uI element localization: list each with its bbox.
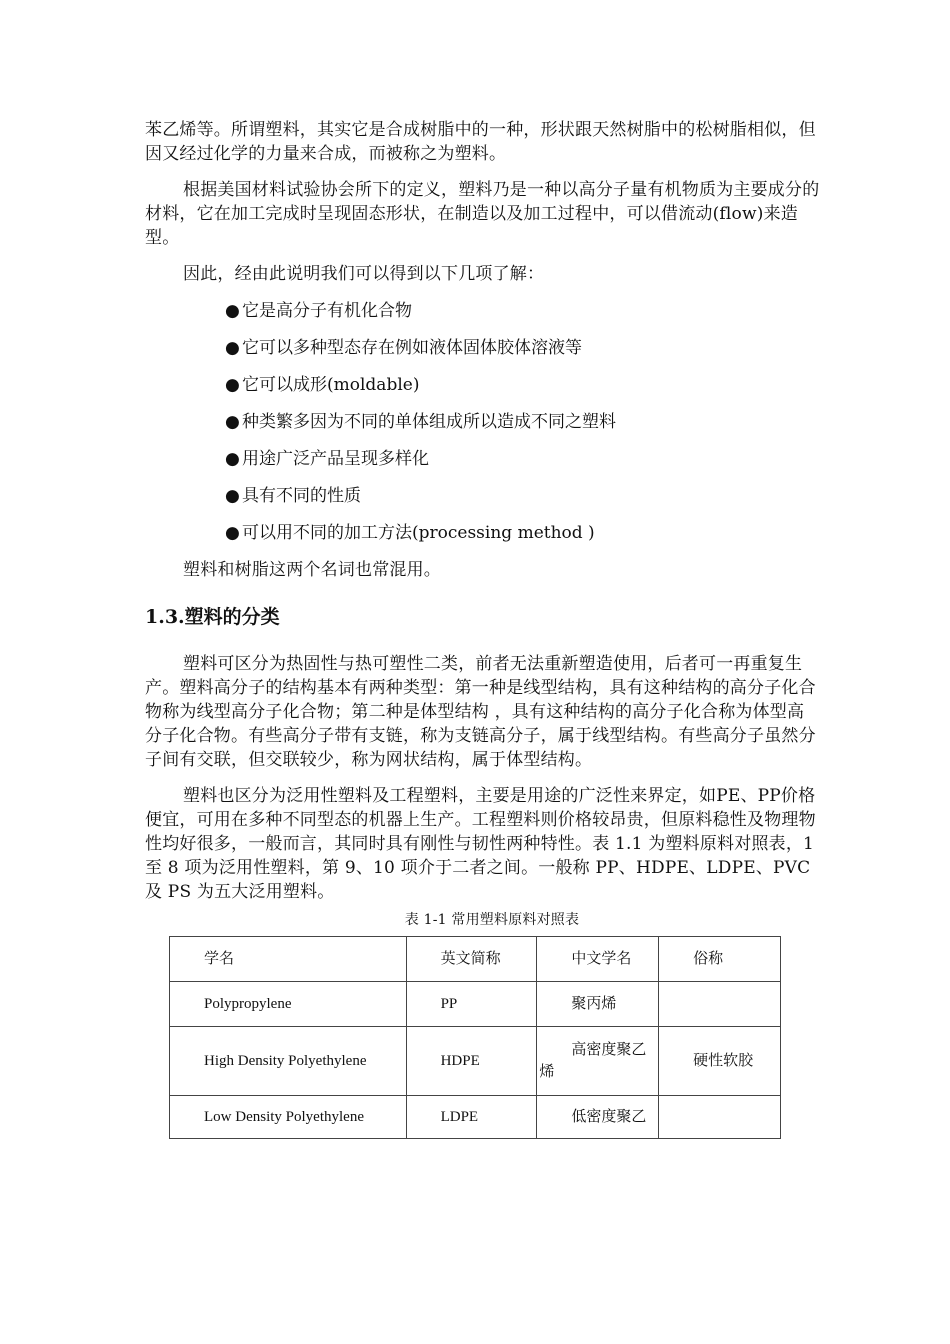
- bullet-list: [145, 299, 821, 545]
- bullet-item: ● 用途广泛产品呈现多样化: [225, 449, 429, 469]
- table-cell-common: [659, 1096, 781, 1139]
- table-cell-common: 硬性软胶: [659, 1027, 781, 1096]
- table-header-cell: 俗称: [659, 937, 781, 982]
- section-heading: 1.3.塑料的分类: [145, 606, 280, 628]
- bullet-item: ● 它是高分子有机化合物: [225, 301, 412, 321]
- after-bullets-paragraph: 塑料和树脂这两个名词也常混用。: [183, 560, 441, 580]
- table-row: [170, 1096, 781, 1139]
- table-row: [170, 982, 781, 1027]
- bullet-icon: ●: [225, 486, 240, 506]
- table-cell-abbr: LDPE: [406, 1096, 537, 1139]
- intro-paragraph-3: 因此，经由此说明我们可以得到以下几项了解：: [183, 264, 545, 284]
- bullet-icon: ●: [225, 375, 240, 395]
- bullet-item: ● 具有不同的性质: [225, 486, 361, 506]
- bullet-item: ● 它可以多种型态存在例如液体固体胶体溶液等: [225, 338, 582, 358]
- table-cell-name: High Density Polyethylene: [170, 1027, 407, 1096]
- bullet-icon: ●: [225, 412, 240, 432]
- bullet-item: ● 种类繁多因为不同的单体组成所以造成不同之塑料: [225, 412, 616, 432]
- bullet-icon: ●: [225, 523, 240, 543]
- table-cell-cn: 聚丙烯: [537, 982, 659, 1027]
- table-cell-abbr: HDPE: [406, 1027, 537, 1096]
- table-header-cell: 学名: [170, 937, 407, 982]
- document-page: [145, 118, 821, 1139]
- table-cell-common: [659, 982, 781, 1027]
- bullet-icon: ●: [225, 301, 240, 321]
- intro-paragraph-2: 根据美国材料试验协会所下的定义，塑料乃是一种以高分子量有机物质为主要成分的材料，它在加工完成时呈现固态形状，在制造以及加工过程中，可以借流动(flow)来造型。: [145, 180, 820, 248]
- bullet-icon: ●: [225, 449, 240, 469]
- table-header-cell: 中文学名: [537, 937, 659, 982]
- table-cell-cn: 低密度聚乙: [537, 1096, 659, 1139]
- plastics-table: [169, 936, 781, 1139]
- bullet-item: ● 可以用不同的加工方法(processing method ): [225, 523, 595, 543]
- section-paragraph-2: 塑料也区分为泛用性塑料及工程塑料，主要是用途的广泛性来界定，如PE、PP价格便宜，可用在多种不同型态的机器上生产。工程塑料则价格较昂贵，但原料稳性及物理物性均好很多，一般而言，其同时具有刚性与韧性两种特性。表 1.1 为塑料原料对照表，1 至 8 项为泛用性塑料，第 9、10 项介于二者之间。一般称 PP、HDPE、LDPE、PVC 及 PS 为五大泛用塑料。: [145, 786, 816, 902]
- bullet-item: ● 它可以成形(moldable): [225, 375, 420, 395]
- section-paragraph-1: 塑料可区分为热固性与热可塑性二类，前者无法重新塑造使用，后者可一再重复生产。塑料高分子的结构基本有两种类型：第一种是线型结构，具有这种结构的高分子化合物称为线型高分子化合物；第二种是体型结构 ，具有这种结构的高分子化合称为体型高分子化合物。有些高分子带有支链，称为支链高分子，属于线型结构。有些高分子虽然分子间有交联，但交联较少，称为网状结构，属于体型结构。: [145, 654, 816, 770]
- table-cell-name: Polypropylene: [170, 982, 407, 1027]
- table-header-row: [170, 937, 781, 982]
- table-cell-name: Low Density Polyethylene: [170, 1096, 407, 1139]
- bullet-icon: ●: [225, 338, 240, 358]
- table-row: [170, 1027, 781, 1096]
- table-header-cell: 英文简称: [406, 937, 537, 982]
- table-cell-abbr: PP: [406, 982, 537, 1027]
- table-cell-cn: 高密度聚乙 烯: [537, 1027, 659, 1096]
- intro-paragraph-1: 苯乙烯等。所谓塑料，其实它是合成树脂中的一种，形状跟天然树脂中的松树脂相似，但因又经过化学的力量来合成，而被称之为塑料。: [145, 120, 816, 164]
- table-caption: 表 1-1 常用塑料原料对照表: [404, 912, 580, 928]
